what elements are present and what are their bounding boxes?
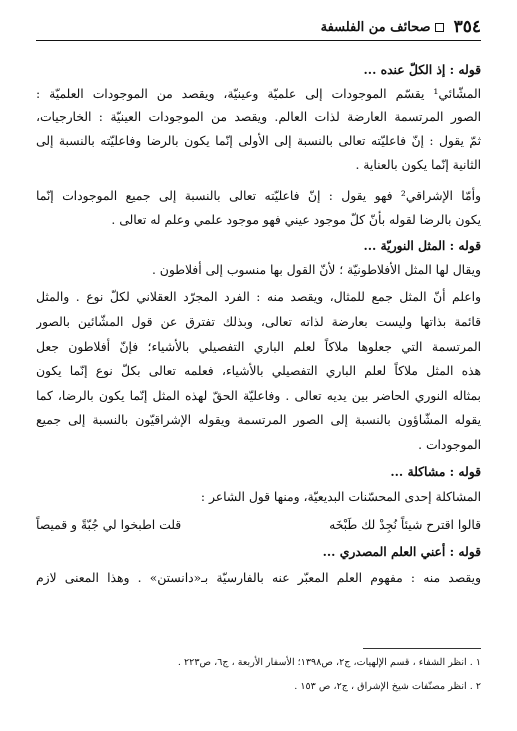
verse-hemistich-second: قلت اطبخوا لي جُبّةً و قميصاً	[36, 518, 182, 532]
footnote: ١ . انظر الشفاء ، قسم الإلهيات، ج٢، ص١٣٩٨؛ الأسفار الأربعة ، ج٦، ص٢٢٣ .	[177, 657, 481, 668]
text-line: يقوله المشّاؤون بالنسبة إلى الصور المرتسمة ويقوله الإشراقيّون بالنسبة إلى جميع	[36, 413, 481, 427]
footnote: ٢ . انظر مصنّفات شيخ الإشراق ، ج٢، ص ١٥٣ .	[294, 681, 481, 692]
text-line: واعلم أنّ المثل جمع للمثال، ويقصد منه : الفرد المجرّد العقلاني لكلّ نوع . والمثل	[36, 290, 481, 304]
verse-hemistich-first: قالوا اقترح شيئاً نُجِدْ لك طَبْخَه	[329, 518, 481, 532]
text-line: قائمة بذاتها وليست بعارضة لذاته تعالى، وبذلك تفترق عن قول المشّائين بالصور	[36, 315, 481, 329]
page-number: ٣٥٤	[453, 17, 481, 37]
text-line: وأمّا الإشراقي² فهو يقول : إنّ فاعليّته تعالى بالنسبة إلى جميع الموجودات إنّما	[36, 189, 481, 203]
text-line: ويقال لها المثل الأفلاطونيّة ؛ لأنّ القول بها منسوب إلى أفلاطون .	[151, 263, 481, 277]
text-line: ويقصد منه : مفهوم العلم المعبّر عنه بالفارسيّة بـ«دانستن» . وهذا المعنى لازم	[36, 571, 481, 585]
text-line: المشاكلة إحدى المحسّنات البديعيّة، ومنها قول الشاعر :	[200, 490, 481, 504]
page-header	[36, 16, 481, 38]
heading-line: قوله : أعني العلم المصدري ...	[322, 544, 481, 559]
text-line: الثانية إنّما يكون بالعناية .	[355, 158, 481, 172]
header-rule	[36, 40, 481, 41]
square-ornament-icon	[435, 23, 444, 32]
text-line: ثمّ يقول : إنّ فاعليّته تعالى بالنسبة إلى الأولى إنّما يكون بالرضا وفاعليّته بالنسبة إلى	[36, 134, 481, 148]
text-line: المرتسمة التي جعلوها ملاكاً لعلم الباري التفصيلي بالأشياء؛ فإنّ أفلاطون جعل	[36, 340, 481, 354]
text-line: الصور المرتسمة العارضة لذات العالم. ويقصد من الموجودات العينيّة : الخارجيات،	[36, 110, 481, 124]
heading-line: قوله : إذ الكلّ عنده ...	[363, 62, 481, 77]
footnote-rule	[363, 648, 481, 649]
poetry-verse	[36, 515, 481, 535]
running-title: صحائف من الفلسفة	[320, 19, 431, 35]
heading-line: قوله : مشاكلة ...	[390, 464, 481, 479]
text-line: بمثاله النوري الحاضر بين يديه تعالى . وفاعليّة الحقّ لهذه المثل إنّما يكون بالرضا، كما	[36, 389, 481, 403]
text-line: الموجودات .	[418, 438, 481, 452]
text-line: يكون بالرضا لقوله بأنّ كلّ موجود عيني فهو موجود علمي وعلم له تعالى .	[111, 213, 481, 227]
text-line: المشّائي¹ يقسّم الموجودات إلى علميّة وعينيّة، ويقصد من الموجودات العلميّة :	[36, 87, 481, 101]
text-line: هذه المثل ملاكاً لعلم الباري التفصيلي بالأشياء، فعلمه تعالى بكلّ نوع إنّما يكون	[36, 364, 481, 378]
heading-line: قوله : المثل النوريّة ...	[363, 238, 481, 253]
